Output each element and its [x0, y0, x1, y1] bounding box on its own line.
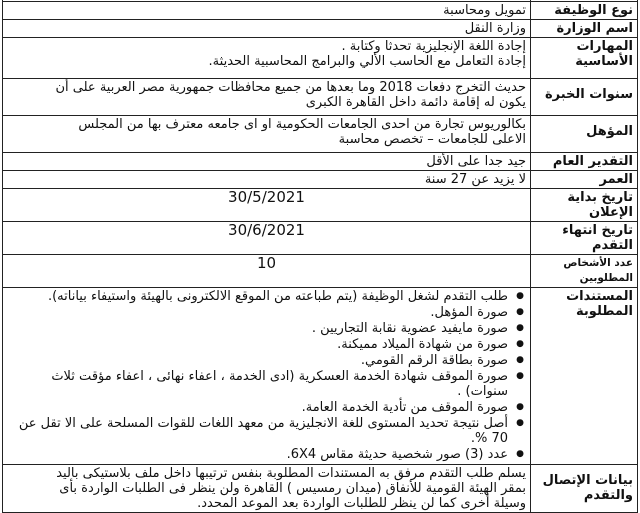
row-start-date: [3, 189, 638, 222]
job-type-label: نوع الوظيفة: [531, 2, 638, 20]
row-documents: [3, 288, 638, 465]
contact-line-3: وسيلة أخرى كما لن ينظر للطلبات الواردة بعد الموعد المحدد.: [197, 496, 526, 511]
row-job-type: [3, 2, 638, 20]
grade-value: جيد جدا على الأقل: [3, 153, 531, 171]
experience-value: [3, 79, 531, 116]
ministry-label: اسم الوزارة: [531, 20, 638, 38]
skills-label: المهارات الأساسية: [531, 38, 638, 79]
count-label: عدد الأشخاص المطلوبين: [531, 255, 638, 288]
row-experience: [3, 79, 638, 116]
experience-line-2: يكون له إقامة دائمة داخل القاهرة الكبرى: [305, 95, 526, 110]
documents-list: [7, 289, 526, 462]
qualification-label: المؤهل: [531, 116, 638, 153]
qualification-line-1: بكالوريوس تجارة من احدى الجامعات الحكومية او اى جامعه معترف بها من المجلس: [78, 117, 526, 132]
end-date-label: تاريخ انتهاء التقدم: [531, 222, 638, 255]
row-skills: [3, 38, 638, 79]
row-contact: [3, 465, 638, 513]
list-item: ● صورة من شهادة الميلاد مميكنة.: [7, 337, 508, 352]
list-item: ● أصل نتيجة تحديد المستوى للغة الانجليزية من معهد اللغات للقوات المسلحة على الا تقل عن 70 %.: [7, 416, 508, 446]
list-item: ● صورة الموقف شهادة الخدمة العسكرية (ادى الخدمة ، اعفاء نهائى ، اعفاء مؤقت ثلاث سنوات) .: [7, 369, 508, 399]
qualification-value: [3, 116, 531, 153]
experience-line-1: حديث التخرج دفعات 2018 وما بعدها من جميع محافظات جمهورية مصر العربية على أن: [55, 80, 526, 95]
skills-line-1: إجادة اللغة الإنجليزية تحدثا وكتابة .: [341, 39, 526, 54]
skills-line-2: إجادة التعامل مع الحاسب الألي والبرامج المحاسبية الحديثة.: [208, 54, 526, 69]
skills-value: [3, 38, 531, 79]
age-value: لا يزيد عن 27 سنة: [3, 171, 531, 189]
qualification-line-2: الاعلى للجامعات – تخصص محاسبة: [338, 132, 526, 147]
grade-label: التقدير العام: [531, 153, 638, 171]
ministry-value: وزارة النقل: [3, 20, 531, 38]
row-ministry: [3, 20, 638, 38]
end-date-value: 30/6/2021: [3, 222, 531, 255]
contact-line-2: بمقر الهيئة القومية للأنفاق (ميدان رمسيس ) القاهرة ولن ينظر فى الطلبات الواردة بأى: [59, 481, 526, 496]
contact-label: بيانات الإتصال والتقدم: [531, 465, 638, 513]
documents-value: [3, 288, 531, 465]
list-item: ● عدد (3) صور شخصية حديثة مقاس 6X4.: [7, 447, 508, 462]
contact-line-1: يسلم طلب التقدم مرفق به المستندات المطلوبة بنفس ترتيبها داخل ملف بلاستيكى باليد: [56, 466, 526, 481]
documents-label: المستندات المطلوبة: [531, 288, 638, 465]
start-date-value: 30/5/2021: [3, 189, 531, 222]
row-age: [3, 171, 638, 189]
list-item: ● صورة بطاقة الرقم القومي.: [7, 353, 508, 368]
job-type-value: تمويل ومحاسبة: [3, 2, 531, 20]
age-label: العمر: [531, 171, 638, 189]
row-count: [3, 255, 638, 288]
row-grade: [3, 153, 638, 171]
list-item: ● صورة الموقف من تأدية الخدمة العامة.: [7, 400, 508, 415]
list-item: ● صورة المؤهل.: [7, 305, 508, 320]
start-date-label: تاريخ بداية الإعلان: [531, 189, 638, 222]
row-qualification: [3, 116, 638, 153]
list-item: ● صورة مايفيد عضوية نقابة التجاريين .: [7, 321, 508, 336]
job-announcement-table: [2, 0, 638, 513]
contact-value: [3, 465, 531, 513]
list-item: ● طلب التقدم لشغل الوظيفة (يتم طباعته من الموقع الالكترونى بالهيئة واستيفاء بياناته).: [7, 289, 508, 304]
experience-label: سنوات الخبرة: [531, 79, 638, 116]
count-value: 10: [3, 255, 531, 288]
row-end-date: [3, 222, 638, 255]
